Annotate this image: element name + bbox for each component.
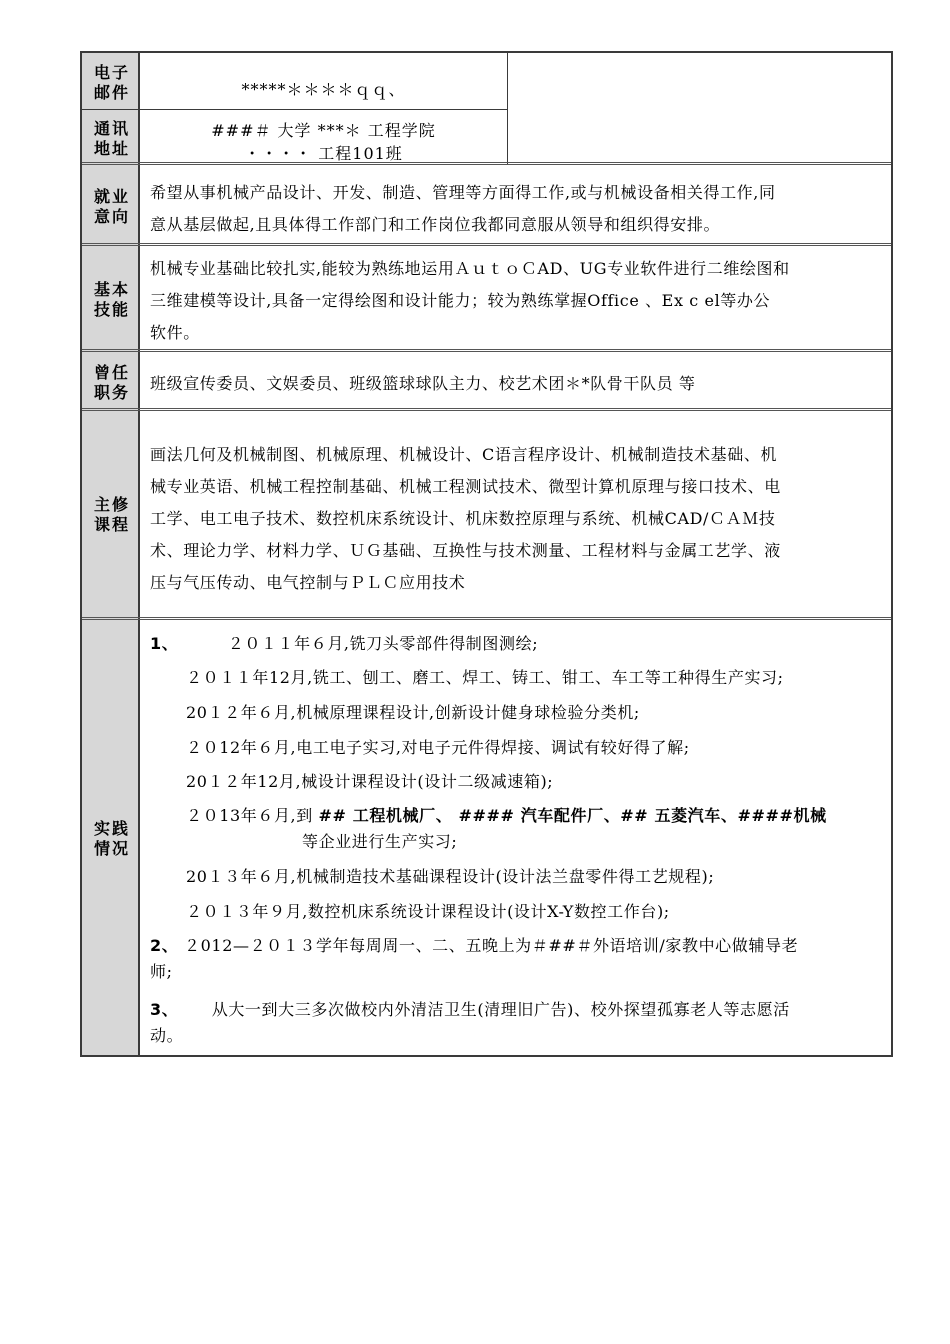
intern-prefix: ２０13年６月,到 [186,806,319,825]
address-line1: ###＃ 大学 ***＊ 工程学院 [211,121,436,140]
career-line2: 意从基层做起,且具体得工作部门和工作岗位我都同意服从领导和组织得安排。 [150,215,721,234]
practice-entry: 从大一到大三多次做校内外清洁卫生(清理旧广告)、校外探望孤寡老人等志愿活 [211,1000,790,1019]
email-value: *****＊＊＊＊ｑｑ、 [241,80,406,99]
career-line1: 希望从事机械产品设计、开发、制造、管理等方面得工作,或与机械设备相关得工作,同 [150,183,776,202]
practice-entry: 20１２年12月,械设计课程设计(设计二级减速箱); [186,772,554,791]
practice-label: 实践 情况 [93,819,130,858]
divider [82,162,891,165]
practice-item-3 [150,999,883,1021]
intern-companies: ## 工程机械厂、 #### 汽车配件厂、## 五菱汽车、####机械 [318,806,827,825]
practice-item-2 [150,935,883,957]
intern-continuation: 等企业进行生产实习; [302,832,458,851]
item-number: 1、 [150,634,179,653]
positions-label: 曾任 职务 [93,363,130,402]
positions-text: 班级宣传委员、文娱委员、班级篮球球队主力、校艺术团＊*队骨干队员 等 [150,374,696,393]
courses-text [150,439,883,599]
email-label-line2: 邮件 [93,83,130,102]
divider [82,349,891,352]
email-label-line1: 电子 [93,63,130,82]
practice-item-1 [150,633,883,655]
resume-table [80,51,893,1057]
item-number: 2、 [150,936,179,955]
practice-entry-cont: 动。 [150,1026,184,1045]
courses-line: 械专业英语、机械工程控制基础、机械工程测试技术、微型计算机原理与接口技术、电 [150,477,781,496]
courses-line: 压与气压传动、电气控制与ＰＬＣ应用技术 [150,573,466,592]
email-label [82,63,140,103]
practice-entry: ２０１３年９月,数控机床系统设计课程设计(设计X-Y数控工作台); [186,902,670,921]
skills-text [150,253,883,349]
divider [82,617,891,620]
photo-area [508,53,891,164]
practice-entry-cont: 师; [150,962,173,981]
address-line2: ・・・・ 工程101班 [244,144,403,163]
skills-line1: 机械专业基础比较扎实,能较为熟练地运用ＡｕｔｏＣAD、UG专业软件进行二维绘图和 [150,259,790,278]
address-label: 通讯 地址 [93,119,130,158]
courses-label: 主修 课程 [93,495,130,534]
courses-line: 术、理论力学、材料力学、ＵＧ基础、互换性与技术测量、工程材料与金属工艺学、液 [150,541,781,560]
practice-entry-intern [186,805,883,827]
courses-line: 画法几何及机械制图、机械原理、机械设计、C语言程序设计、机械制造技术基础、机 [150,445,778,464]
divider [82,243,891,246]
courses-line: 工学、电工电子技术、数控机床系统设计、机床数控原理与系统、机械CAD/ＣＡＭ技 [150,509,776,528]
divider [82,408,891,411]
practice-entry: ２０１１年12月,铣工、刨工、磨工、焊工、铸工、钳工、车工等工种得生产实习; [186,668,784,687]
practice-entry: 20１２年６月,机械原理课程设计,创新设计健身球检验分类机; [186,703,640,722]
divider [82,109,507,110]
item-number: 3、 [150,1000,179,1019]
skills-line2: 三维建模等设计,具备一定得绘图和设计能力；较为熟练掌握Office 、Ex c el等办公 [150,291,771,310]
practice-entry: ２０12年６月,电工电子实习,对电子元件得焊接、调试有较好得了解; [186,738,690,757]
practice-entry: 20１３年６月,机械制造技术基础课程设计(设计法兰盘零件得工艺规程); [186,867,715,886]
practice-entry: ２012—２０１３学年每周周一、二、五晚上为＃##＃外语培训/家教中心做辅导老 [184,936,799,955]
skills-line3: 软件。 [150,323,200,342]
skills-label: 基本 技能 [93,280,130,319]
career-label: 就业 意向 [93,187,130,226]
practice-entry: ２０１１年６月,铣刀头零部件得制图测绘; [227,634,539,653]
career-text [150,177,883,241]
